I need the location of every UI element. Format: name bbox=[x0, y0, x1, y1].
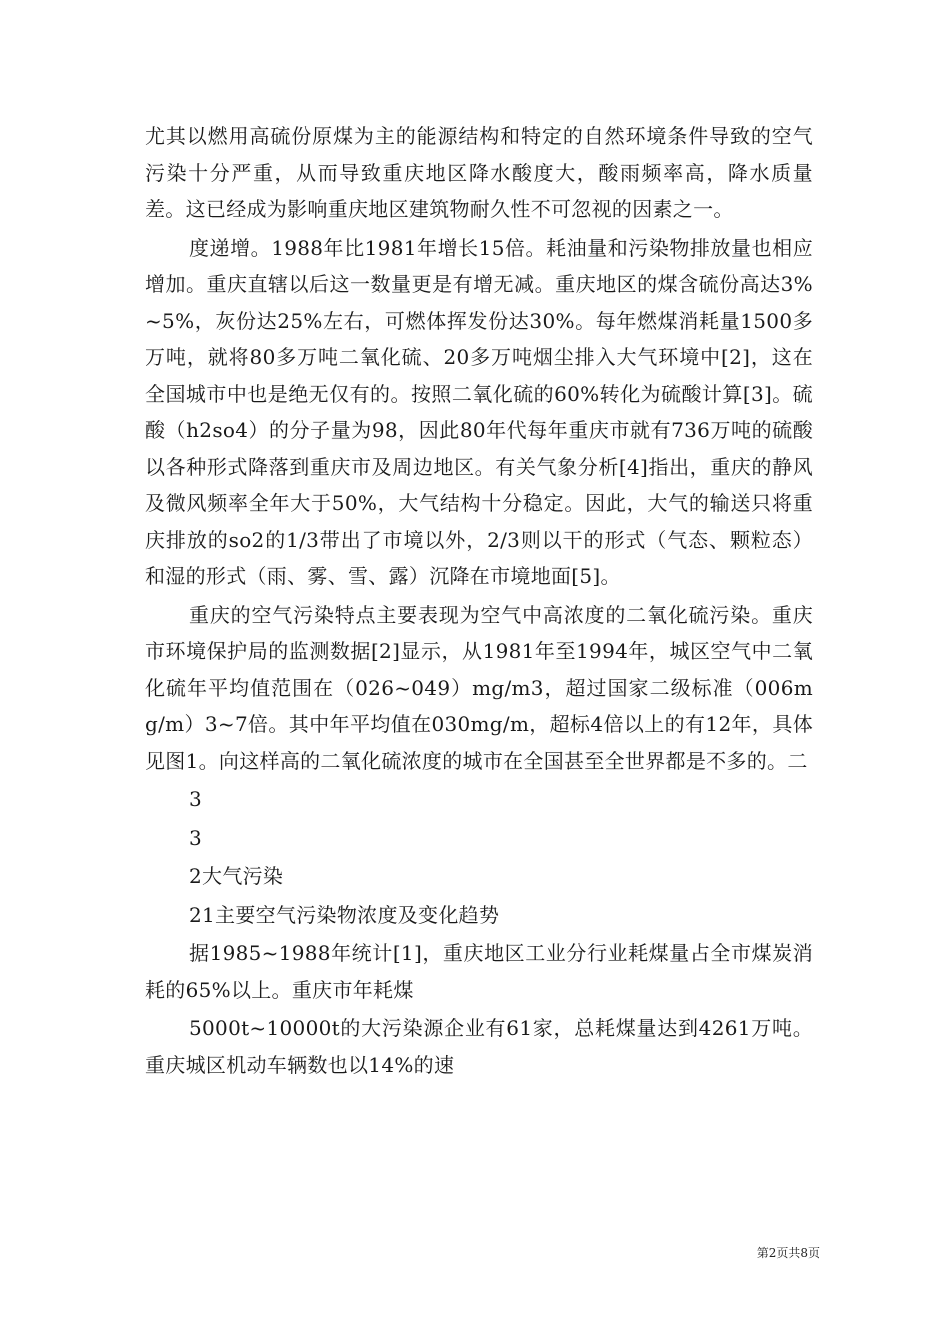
paragraph: 3 bbox=[189, 787, 203, 811]
paragraph: 度递增。1988年比1981年增长15倍。耗油量和污染物排放量也相应增加。重庆直辖以后这一数量更是有增无减。重庆地区的煤含硫份高达3%~5%，灰份达25%左右，可燃体挥发份达30%。每年燃煤消耗量1500多万吨，就将80多万吨二氧化硫、20多万吨烟尘排入大气环境中[2]，这在全国城市中也是绝无仅有的。按照二氧化硫的60%转化为硫酸计算[3]。硫酸（h2so4）的分子量为98，因此80年代每年重庆市就有736万吨的硫酸以各种形式降落到重庆市及周边地区。有关气象分析[4]指出，重庆的静风及微风频率全年大于50%，大气结构十分稳定。因此，大气的输送只将重庆排放的so2的1/3带出了市境以外，2/3则以干的形式（气态、颗粒态）和湿的形式（雨、雾、雪、露）沉降在市境地面[5]。 bbox=[145, 235, 813, 588]
paragraph: 据1985~1988年统计[1]，重庆地区工业分行业耗煤量占全市煤炭消耗的65%以上。重庆市年耗煤 bbox=[145, 941, 813, 1002]
paragraph: 3 bbox=[189, 825, 203, 850]
subsection-heading: 21主要空气污染物浓度及变化趋势 bbox=[189, 902, 500, 927]
paragraph: 重庆的空气污染特点主要表现为空气中高浓度的二氧化硫污染。重庆市环境保护局的监测数据[2]显示，从1981年至1994年，城区空气中二氧化硫年平均值范围在（026~049）mg/m3，超过国家二级标准（006mg/m）3~7倍。其中年平均值在030mg/m，超标4倍以上的有12年，具体见图1。向这样高的二氧化硫浓度的城市在全国甚至全世界都是不多的。二 bbox=[145, 602, 813, 773]
paragraph: 5000t~10000t的大污染源企业有61家，总耗煤量达到4261万吨。重庆城区机动车辆数也以14%的速 bbox=[145, 1016, 813, 1077]
page-number: 第2页共8页 bbox=[756, 1246, 820, 1260]
paragraph: 尤其以燃用高硫份原煤为主的能源结构和特定的自然环境条件导致的空气污染十分严重，从而导致重庆地区降水酸度大，酸雨频率高，降水质量差。这已经成为影响重庆地区建筑物耐久性不可忽视的因素之一。 bbox=[145, 124, 813, 221]
body-text bbox=[145, 118, 813, 1083]
section-heading: 2大气污染 bbox=[189, 864, 284, 888]
